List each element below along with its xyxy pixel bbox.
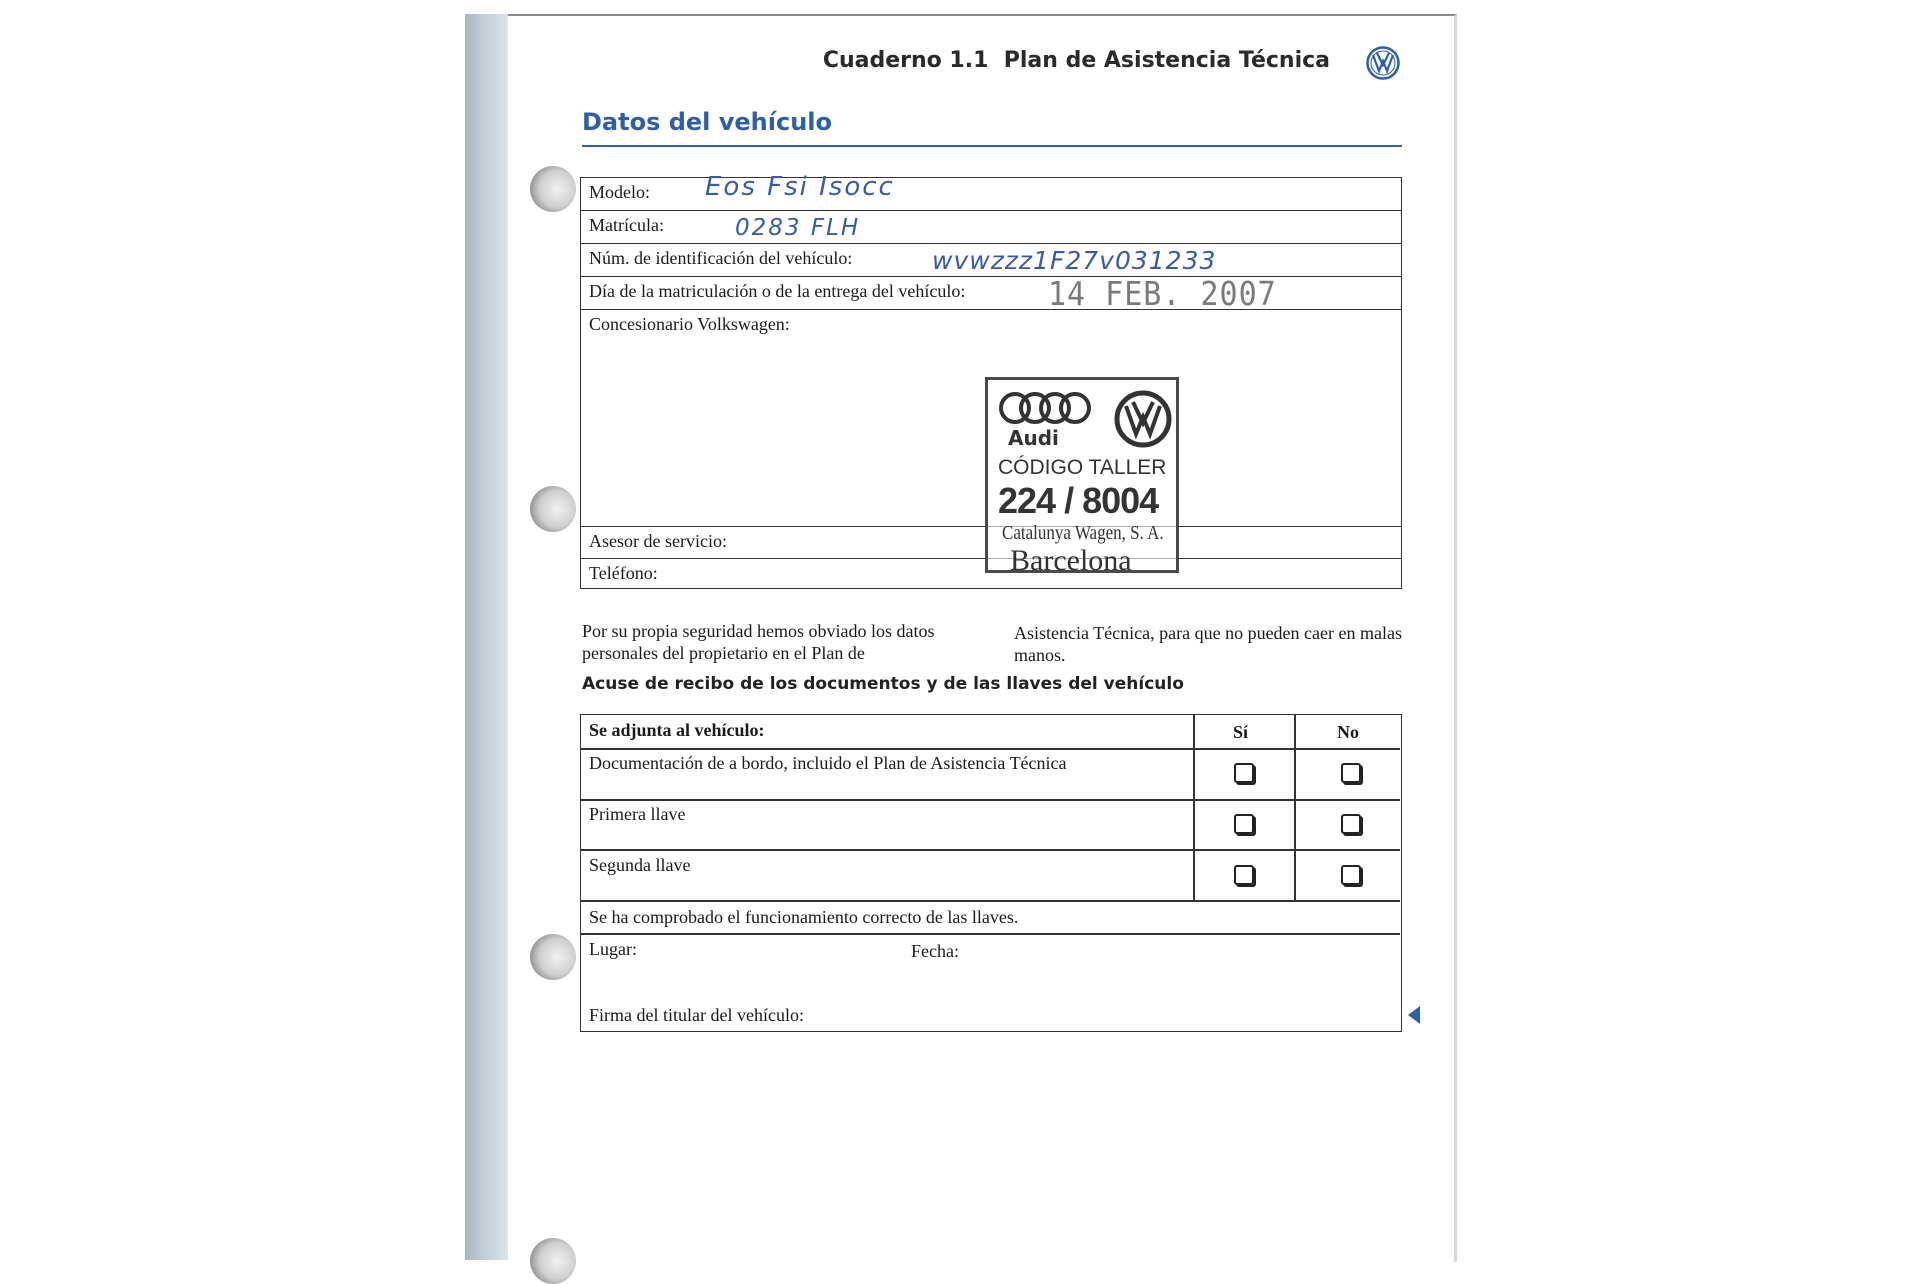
date-stamp: 14 FEB. 2007 [1048,275,1277,314]
stamp-city: Barcelona [1010,544,1132,577]
row-divider [581,748,1400,750]
receipt-column-no: No [1337,722,1359,742]
field-label: Matrícula: [589,215,664,235]
fecha-label: Fecha: [911,941,959,961]
punch-hole [530,486,576,532]
handwritten-modelo: Eos Fsi Isocc [705,172,895,202]
dealer-stamp [985,377,1179,577]
lugar-label: Lugar: [589,939,637,959]
field-row-matricula [581,211,1401,244]
row-divider [581,933,1400,935]
row-divider [581,900,1400,902]
field-row-fecha [581,277,1401,310]
field-label: Teléfono: [589,563,658,583]
handwritten-vin: wvwzzz1F27v031233 [932,246,1217,275]
receipt-column-item: Se adjunta al vehículo: [589,720,765,740]
audi-rings-icon [998,390,1092,426]
punch-hole [530,1238,576,1284]
receipt-row-label: Segunda llave [589,855,691,875]
row-divider [581,849,1400,851]
field-label: Modelo: [589,182,650,202]
vw-stamp-logo-icon [1114,390,1172,448]
receipt-row-label: Primera llave [589,804,686,824]
punch-hole [530,166,576,212]
receipt-table [580,714,1402,1032]
stamp-code-label: CÓDIGO TALLER [998,456,1167,479]
booklet-header [823,48,1330,73]
privacy-note-right: Asistencia Técnica, para que no pueden caer en malas manos. [1014,623,1402,665]
row-divider [581,799,1400,801]
vw-logo-icon [1366,46,1400,80]
field-label: Concesionario Volkswagen: [589,314,790,334]
receipt-row-label: Documentación de a bordo, incluido el Plan de Asistencia Técnica [589,753,1067,773]
field-row-modelo [581,178,1401,211]
booklet-number: Cuaderno 1.1 [822,48,989,73]
section-divider [582,145,1402,147]
section-title: Datos del vehículo [582,108,833,136]
punch-hole [530,934,576,980]
column-divider [1193,715,1195,900]
field-label: Día de la matriculación o de la entrega del vehículo: [589,281,966,301]
keys-checked-note: Se ha comprobado el funcionamiento correcto de las llaves. [589,907,1019,927]
checkbox-segunda-llave-si[interactable] [1234,865,1254,885]
stamp-company: Catalunya Wagen, S. A. [1002,522,1164,544]
firma-label: Firma del titular del vehículo: [589,1005,804,1025]
handwritten-matricula: 0283 FLH [735,215,861,241]
field-label: Asesor de servicio: [589,531,727,551]
checkbox-segunda-llave-no[interactable] [1341,865,1361,885]
checkbox-primera-llave-si[interactable] [1234,814,1254,834]
privacy-note-left: Por su propia seguridad hemos obviado los datos personales del propietario en el Plan de [582,621,935,663]
column-divider [1294,715,1296,900]
next-page-arrow-icon [1408,1006,1420,1024]
stamp-code: 224 / 8004 [998,480,1159,521]
field-label: Núm. de identificación del vehículo: [589,248,853,268]
checkbox-primera-llave-no[interactable] [1341,814,1361,834]
receipt-column-yes: Sí [1233,722,1249,742]
receipt-heading: Acuse de recibo de los documentos y de las llaves del vehículo [582,674,1184,694]
checkbox-documentacion-no[interactable] [1341,763,1361,783]
booklet-title: Plan de Asistencia Técnica [1003,48,1330,73]
scan-binding-edge [465,14,510,1260]
stamp-brand: Audi [1008,426,1059,450]
checkbox-documentacion-si[interactable] [1234,763,1254,783]
